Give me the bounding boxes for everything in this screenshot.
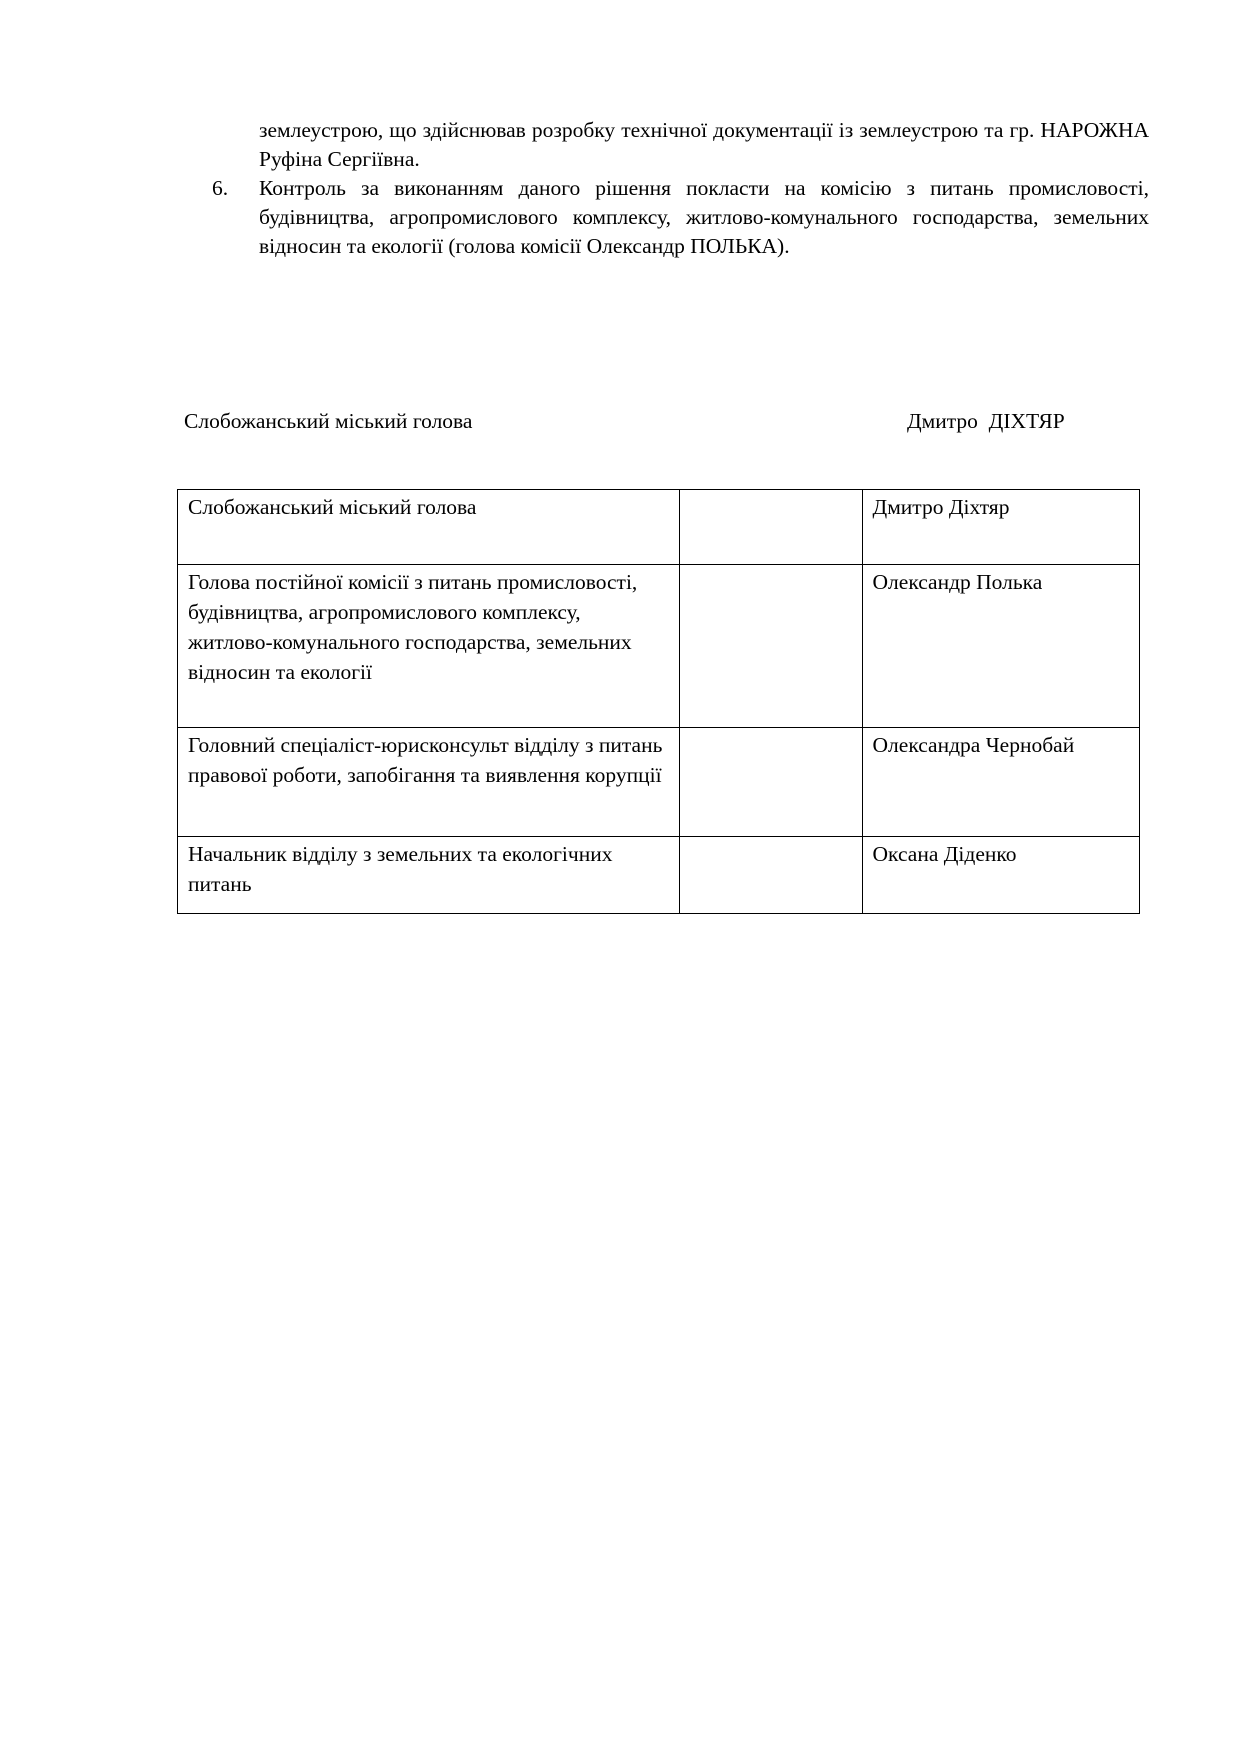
name-cell: Оксана Діденко	[862, 837, 1139, 914]
position-cell: Головний спеціаліст-юрисконсульт відділу з питань правової роботи, запобігання та виявлення корупції	[178, 728, 680, 837]
signature-cell	[679, 490, 862, 565]
table-row	[178, 728, 1140, 837]
signature-cell	[679, 728, 862, 837]
signature-title: Слобожанський міський голова	[184, 409, 473, 433]
position-cell: Голова постійної комісії з питань промисловості, будівництва, агропромислового комплексу, житлово-комунального господарства, земельних відносин та екології	[178, 565, 680, 728]
list-item-number: 6.	[212, 176, 229, 200]
name-cell: Дмитро Діхтяр	[862, 490, 1139, 565]
approval-table	[177, 489, 1140, 914]
signature-cell	[679, 565, 862, 728]
signature-name: Дмитро ДІХТЯР	[907, 409, 1065, 433]
continued-paragraph: землеустрою, що здійснював розробку технічної документації із землеустрою та гр. НАРОЖНА Руфіна Сергіївна.	[259, 118, 1149, 171]
position-cell: Начальник відділу з земельних та екологічних питань	[178, 837, 680, 914]
name-cell: Олександр Полька	[862, 565, 1139, 728]
table-row	[178, 837, 1140, 914]
table-row	[178, 565, 1140, 728]
list-item-text: Контроль за виконанням даного рішення покласти на комісію з питань промисловості, будівництва, агропромислового комплексу, житлово-комунального господарства, земельних відносин та екології (голова комісії Олександр ПОЛЬКА).	[259, 176, 1149, 258]
signature-cell	[679, 837, 862, 914]
position-cell: Слобожанський міський голова	[178, 490, 680, 565]
table-row	[178, 490, 1140, 565]
name-cell: Олександра Чернобай	[862, 728, 1139, 837]
